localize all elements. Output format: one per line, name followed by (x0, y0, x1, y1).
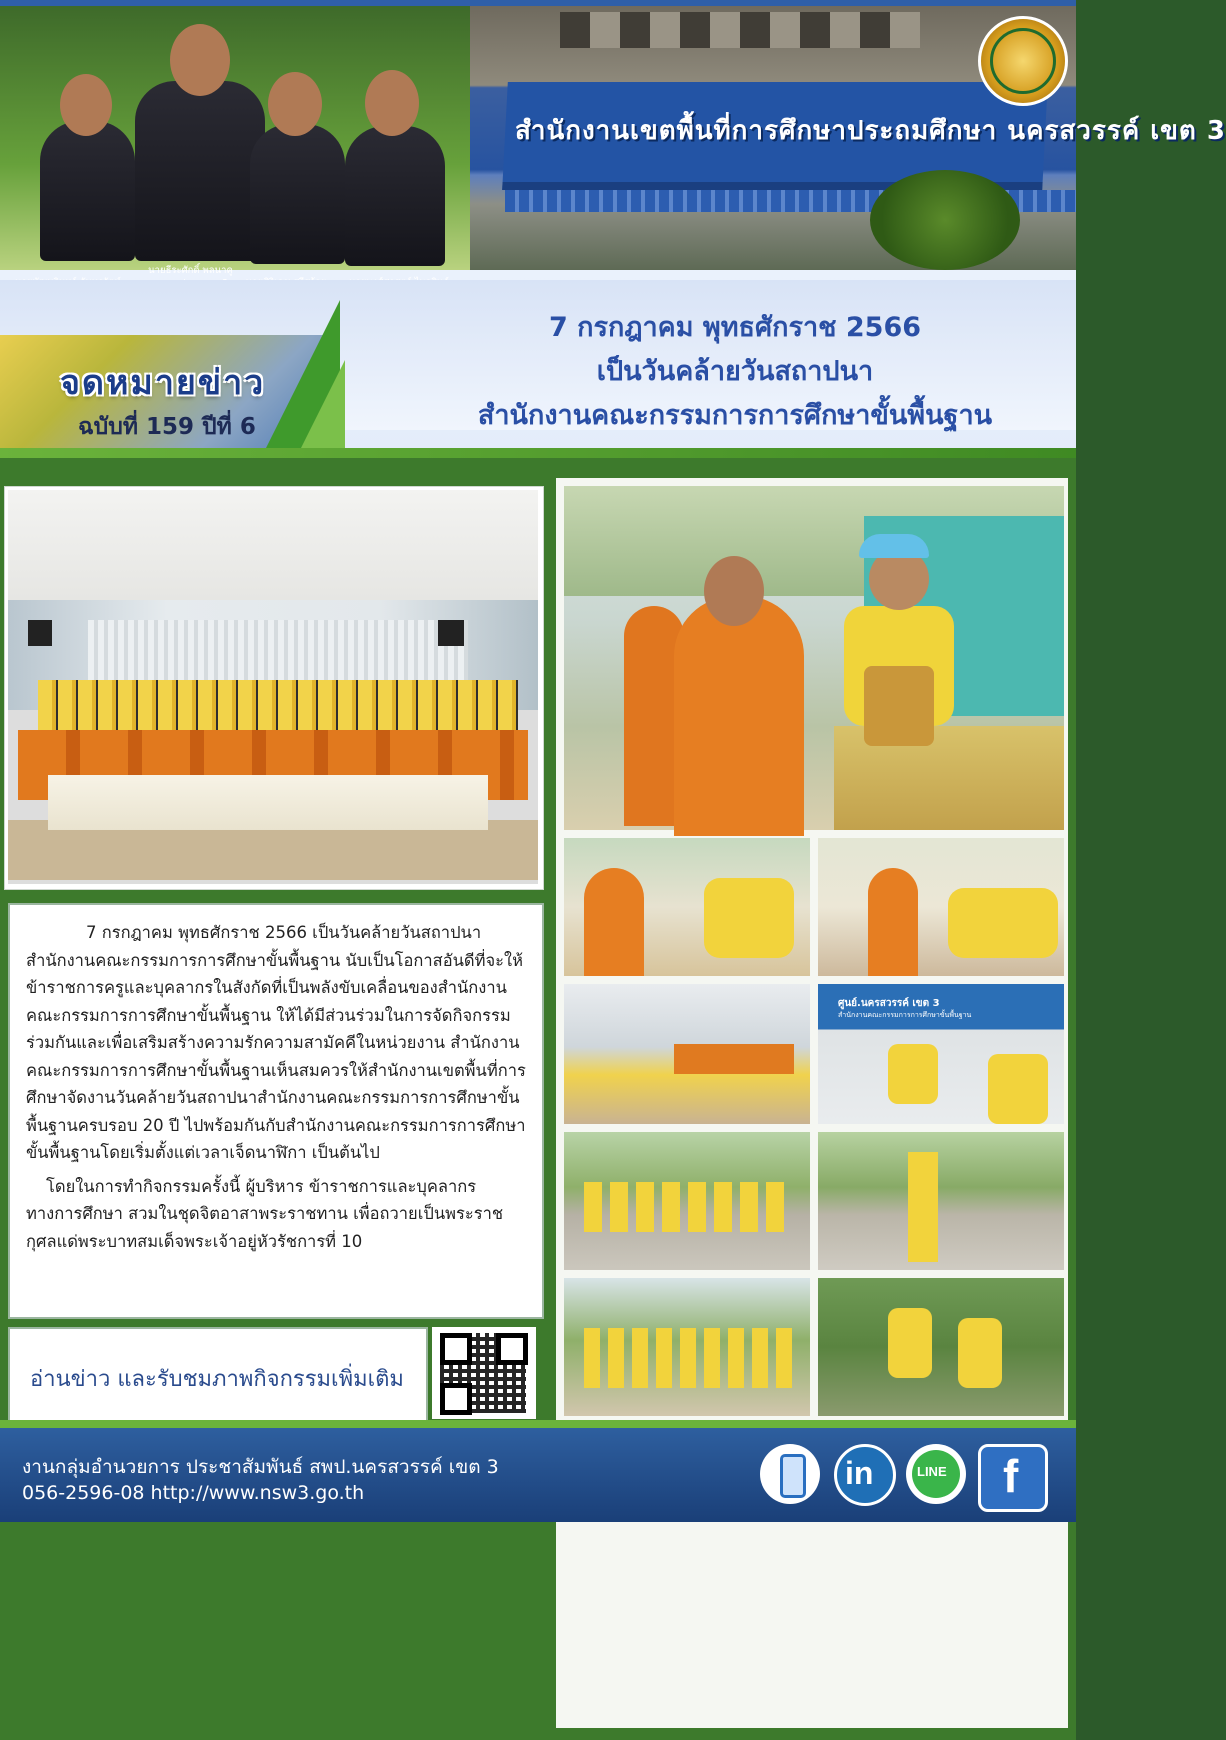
person-1-face (60, 74, 112, 136)
volunteer (704, 878, 794, 958)
linkedin-icon[interactable] (834, 1444, 896, 1506)
headline-line-1: 7 กรกฎาคม พุทธศักราช 2566 (548, 312, 922, 343)
headline (410, 306, 1060, 438)
read-more-box[interactable] (8, 1327, 428, 1423)
headline-line-3: สำนักงานคณะกรรมการการศึกษาขั้นพื้นฐาน (477, 400, 993, 431)
staff-2 (988, 1054, 1048, 1124)
building-sign-text: สำนักงานเขตพื้นที่การศึกษาประถมศึกษา นครสวรรค์ เขต 3 (515, 116, 1226, 146)
monk-2-head (704, 556, 764, 626)
executives-photo (0, 6, 470, 270)
volunteer-2 (958, 1318, 1002, 1388)
footer-department: งานกลุ่มอำนวยการ ประชาสัมพันธ์ สพป.นครสวรรค์ เขต 3 (22, 1456, 499, 1478)
footer-contact[interactable]: 056-2596-08 http://www.nsw3.go.th (22, 1482, 365, 1504)
blue-cap (859, 534, 929, 558)
person-4-face (365, 70, 419, 136)
person-2-face (170, 24, 230, 96)
cleaning-photo-2 (818, 1132, 1064, 1270)
person-2 (135, 81, 265, 261)
meeting-hall-photo (8, 490, 538, 884)
monk (868, 868, 918, 976)
alms-photo-3 (818, 838, 1064, 976)
headline-line-2: เป็นวันคล้ายวันสถาปนา (596, 356, 874, 387)
issue-number: ฉบับที่ 159 ปีที่ 6 (78, 414, 256, 440)
newsletter-title: จดหมายข่าว (60, 363, 266, 403)
volunteer-1 (888, 1308, 932, 1378)
article-paragraph-1: 7 กรกฎาคม พุทธศักราช 2566 เป็นวันคล้ายวันสถาปนา สำนักงานคณะกรรมการการศึกษาขั้นพื้นฐาน นับเป็นโอกาสอันดีที่จะให้ข้าราชการครูและบุคลากรในสังกัดที่เป็นพลังขับเคลื่อนของสำนักงานคณะกรรมการการศึกษาขั้นพื้นฐาน ให้ได้มีส่วนร่วมในการจัดกิจกรรมร่วมกันและเพื่อเสริมสร้างความรักความสามัคคีในหน่วยงาน สำนักงานคณะกรรมการการศึกษาขั้นพื้นฐานเห็นสมควรให้สำนักงานเขตพื้นที่การศึกษาจัดงานวันคล้ายวันสถาปนาสำนักงานคณะกรรมการการศึกษาขั้นพื้นฐานครบรอบ 20 ปี ไปพร้อมกันกับสำนักงานคณะกรรมการการศึกษาขั้นพื้นฐานโดยเริ่มตั้งแต่เวลาเจ็ดนาฬิกา เป็นต้นไป (26, 923, 526, 1162)
hall-ceiling (8, 490, 538, 600)
alms-giving-photo (564, 486, 1064, 830)
article-paragraph-2: โดยในการทำกิจกรรมครั้งนี้ ผู้บริหาร ข้าราชการและบุคลากรทางการศึกษา สวมในชุดจิตอาสาพระราชทาน เพื่อถวายเป็นพระราชกุศลแด่พระบาทสมเด็จพระเจ้าอยู่หัวรัชการที่ 10 (26, 1176, 504, 1251)
person-3 (250, 124, 345, 264)
room-sign-subtext: สำนักงานคณะกรรมการการศึกษาขั้นพื้นฐาน (838, 1011, 972, 1019)
qr-finder-3 (440, 1383, 472, 1415)
qr-code-box[interactable] (432, 1327, 536, 1419)
room-sign-text: ศูนย์.นครสวรรค์ เขต 3 (838, 998, 940, 1009)
meeting-photo-frame (4, 486, 544, 890)
cleaning-photo-1 (564, 1132, 810, 1270)
person-4 (345, 126, 445, 266)
building-windows (560, 12, 920, 48)
qr-finder-1 (440, 1333, 472, 1365)
monks (674, 1044, 794, 1074)
hall-photo-2 (564, 984, 810, 1124)
monk-2 (674, 596, 804, 836)
article-body (26, 919, 526, 1255)
volunteer-sweeping (908, 1152, 938, 1262)
banner-accent-2 (295, 360, 345, 460)
front-table (48, 775, 488, 830)
volunteer (948, 888, 1058, 958)
monk (584, 868, 644, 976)
person-3-face (268, 72, 322, 136)
facebook-icon[interactable] (978, 1444, 1048, 1512)
staff-1 (888, 1044, 938, 1104)
person-2-name: นายธีระศักดิ์ พลนาคู (148, 265, 233, 276)
qr-finder-2 (496, 1333, 528, 1365)
meeting-room-photo (818, 984, 1064, 1124)
speaker-right (438, 620, 464, 646)
phone-icon-shape (780, 1454, 806, 1498)
office-logo-emblem (990, 28, 1056, 94)
line-icon-label: LINE (917, 1464, 947, 1479)
phone-icon[interactable] (760, 1444, 820, 1504)
linkedin-icon-label: in (845, 1455, 874, 1491)
volunteers (584, 1182, 784, 1232)
speaker-left (28, 620, 52, 646)
cleaning-photo-3 (564, 1278, 810, 1416)
tree (870, 170, 1020, 270)
volunteers (584, 1328, 794, 1388)
person-1 (40, 121, 135, 261)
cleaning-photo-4 (818, 1278, 1064, 1416)
article-box (8, 903, 544, 1319)
offering-bowl (864, 666, 934, 746)
facebook-icon-label: f (1003, 1450, 1019, 1502)
read-more-text[interactable]: อ่านข่าว และรับชมภาพกิจกรรมเพิ่มเติม (30, 1367, 404, 1392)
alms-photo-2 (564, 838, 810, 976)
footer-divider (0, 1420, 1076, 1428)
divider-bar (0, 448, 1076, 458)
line-icon[interactable] (906, 1444, 966, 1504)
